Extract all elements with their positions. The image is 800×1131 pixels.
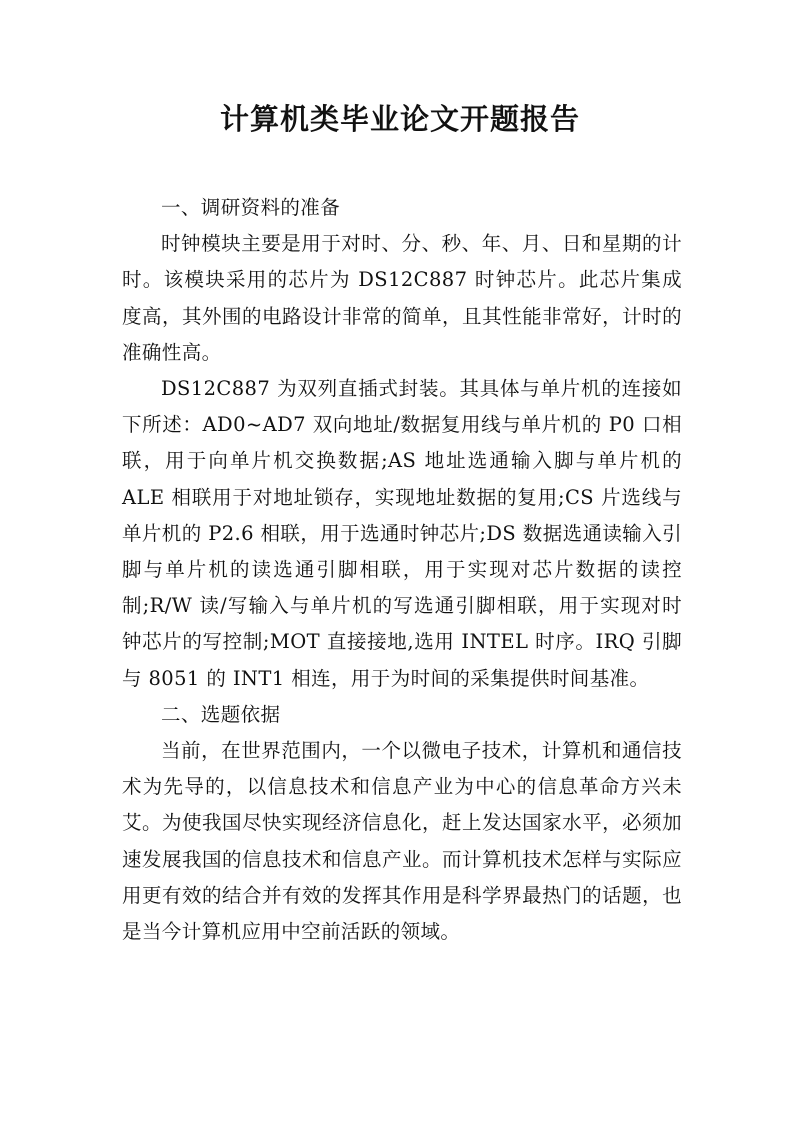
document-title: 计算机类毕业论文开题报告 <box>219 102 580 136</box>
section-heading-basis: 二、选题依据 <box>161 702 281 726</box>
section-heading-research: 一、调研资料的准备 <box>161 196 341 219</box>
paragraph-ds12c887-connection: DS12C887 为双列直插式封装。其具体与单片机的连接如下所述：AD0~AD7 双向地址/数据复用线与单片机的 P0 口相联，用于向单片机交换数据;AS 地址选通输入脚与单片机的 ALE 相联用于对地址锁存，实现地址数据的复用;CS 片选线与单片机的 P2.6 相联，用于选通时钟芯片;DS 数据选通读输入引脚与单片机的读选通引脚相联，用于实现对芯片数据的读控制;R/W 读/写输入与单片机的写选通引脚相联，用于实现对时钟芯片的写控制;MOT 直接接地,选用 INTEL 时序。IRQ 引脚与 8051 的 INT1 相连，用于为时间的采集提供时间基准。 <box>122 377 682 690</box>
paragraph-information-revolution: 当前，在世界范围内，一个以微电子技术，计算机和通信技术为先导的，以信息技术和信息产业为中心的信息革命方兴未艾。为使我国尽快实现经济信息化，赶上发达国家水平，必须加速发展我国的信息技术和信息产业。而计算机技术怎样与实际应用更有效的结合并有效的发挥其作用是科学界最热门的话题，也是当今计算机应用中空前活跃的领域。 <box>122 739 682 944</box>
paragraph-clock-module: 时钟模块主要是用于对时、分、秒、年、月、日和星期的计时。该模块采用的芯片为 DS12C887 时钟芯片。此芯片集成度高，其外围的电路设计非常的简单，且其性能非常好，计时的准确性高。 <box>122 232 682 364</box>
document-body <box>122 190 682 950</box>
